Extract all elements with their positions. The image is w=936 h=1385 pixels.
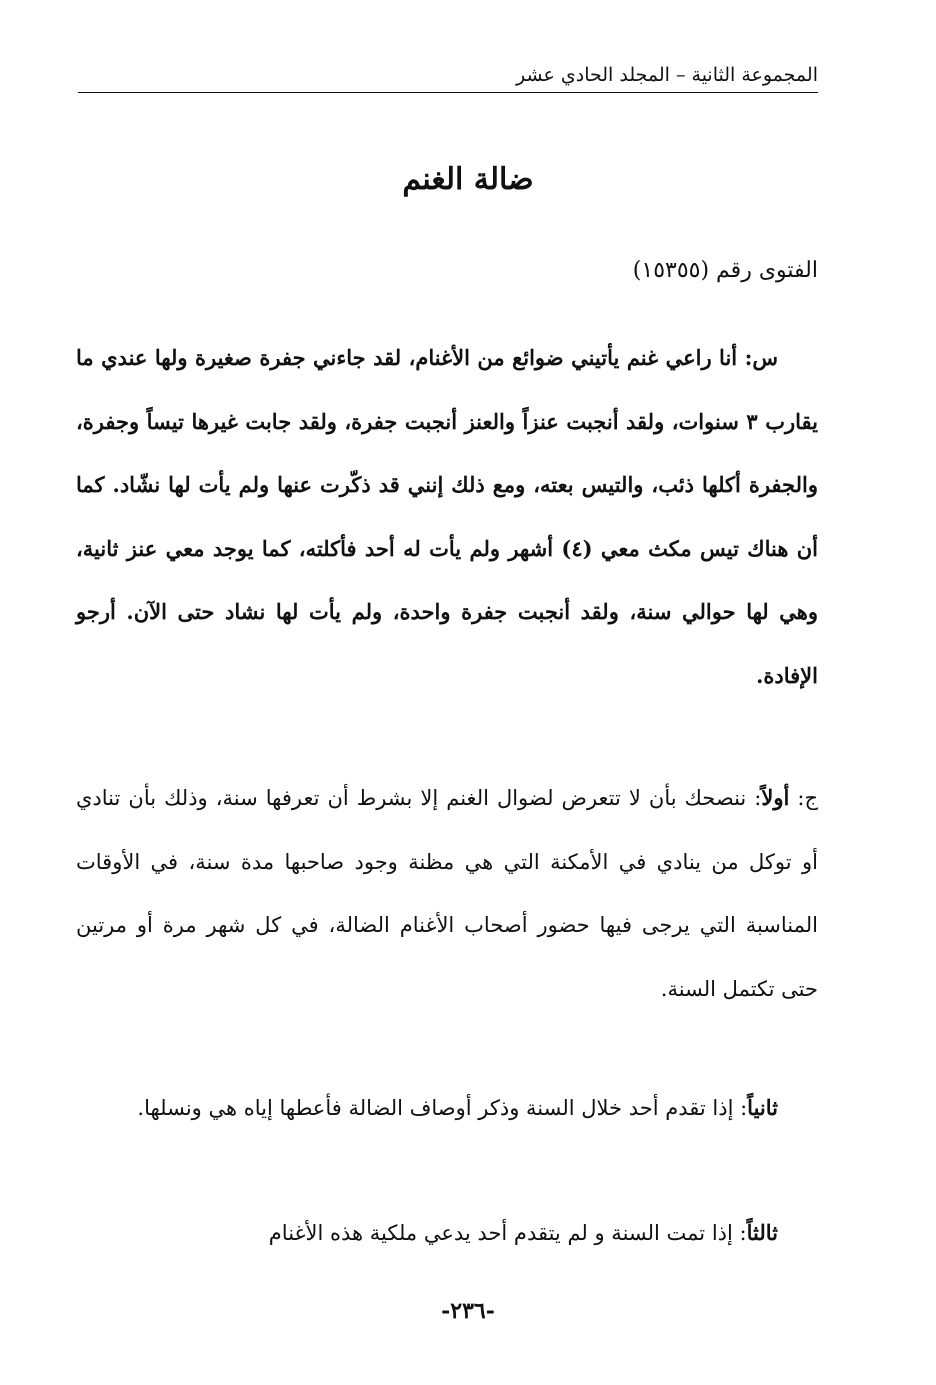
answer-prefix: ج: bbox=[789, 786, 818, 810]
answer-third-paragraph bbox=[76, 1201, 818, 1266]
page-number: -٢٣٦- bbox=[441, 1298, 495, 1324]
fatwa-number: الفتوى رقم (١٥٣٥٥) bbox=[632, 258, 818, 283]
answer-second-label: ثانياً bbox=[747, 1095, 778, 1120]
section-title: ضالة الغنم bbox=[402, 162, 534, 197]
answer-first-paragraph bbox=[76, 766, 818, 1021]
question-paragraph bbox=[76, 326, 818, 707]
answer-second-text: : إذا تقدم أحد خلال السنة وذكر أوصاف الضالة فأعطها إياه هي ونسلها. bbox=[137, 1096, 748, 1120]
question-prefix: س: bbox=[737, 345, 778, 370]
running-header-title: المجموعة الثانية – المجلد الحادي عشر bbox=[516, 64, 818, 86]
question-text: أنا راعي غنم يأتيني ضوائع من الأغنام، لقد جاءني جفرة صغيرة ولها عندي ما يقارب ٣ سنوات، ولقد أنجبت عنزاً والعنز أنجبت جفرة، ولقد جابت غيرها تيساً وجفرة، والجفرة أكلها ذئب، والتيس بعته، ومع ذلك إنني قد ذكّرت عنها ولم يأت لها نشّاد. كما أن هناك تيس مكث معي (٤) أشهر ولم يأت له أحد فأكلته، كما يوجد معي عنز ثانية، وهي لها حوالي سنة، ولقد أنجبت جفرة واحدة، ولم يأت لها نشاد حتى الآن. أرجو الإفادة. bbox=[76, 345, 819, 688]
answer-first-text: : ننصحك بأن لا تتعرض لضوال الغنم إلا بشرط أن تعرفها سنة، وذلك بأن تنادي أو توكل من ينادي في الأمكنة التي هي مظنة وجود صاحبها مدة سنة، في الأوقات المناسبة التي يرجى فيها حضور أصحاب الأغنام الضالة، في كل شهر مرة أو مرتين حتى تكتمل السنة. bbox=[76, 786, 818, 1001]
header-divider bbox=[78, 92, 818, 93]
answer-second-paragraph bbox=[76, 1076, 818, 1141]
answer-third-text: : إذا تمت السنة و لم يتقدم أحد يدعي ملكية هذه الأغنام bbox=[268, 1221, 747, 1245]
answer-first-label: أولاً bbox=[761, 785, 790, 810]
answer-third-label: ثالثاً bbox=[746, 1220, 778, 1245]
